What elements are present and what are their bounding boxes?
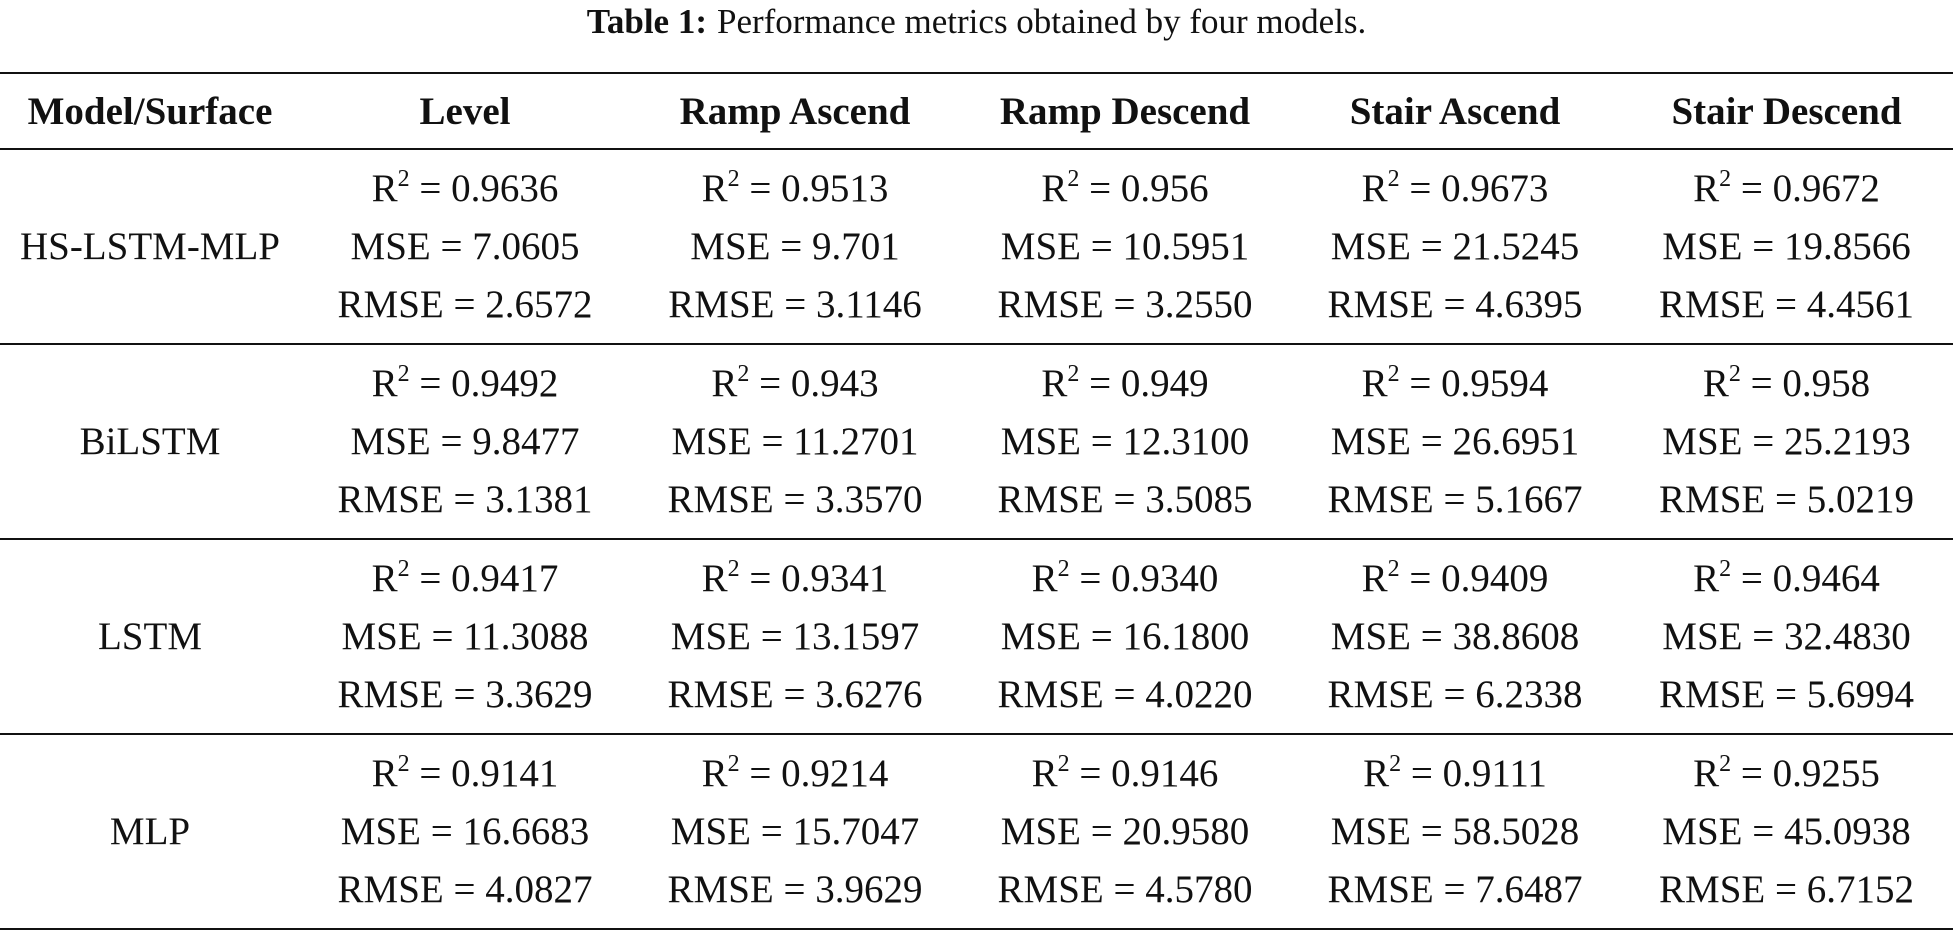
metric-cell [1620, 344, 1953, 539]
rmse-value: RMSE = 3.3570 [667, 477, 923, 521]
r2-value: = 0.9594 [1409, 361, 1549, 405]
r2-line: $R^2 = 0.9214$ [701, 750, 889, 795]
table-caption-text: Performance metrics obtained by four models. [717, 2, 1367, 41]
r2-line: $R^2 = 0.9636$ [371, 165, 559, 210]
r2-value: = 0.9636 [419, 166, 559, 210]
metric-cell [630, 149, 960, 344]
rmse-value: RMSE = 3.1146 [668, 282, 922, 326]
header-model-surface: Model/Surface [27, 89, 273, 133]
mse-value: MSE = 25.2193 [1662, 419, 1911, 463]
metric-cell [1290, 344, 1620, 539]
r2-value: = 0.9340 [1079, 556, 1219, 600]
rmse-value: RMSE = 4.6395 [1327, 282, 1583, 326]
rmse-value: RMSE = 4.4561 [1659, 282, 1914, 326]
performance-metrics-table [0, 72, 1953, 930]
mse-value: MSE = 15.7047 [670, 809, 920, 853]
table-row [0, 149, 1953, 344]
r2-line: $R^2 = 0.9341$ [701, 555, 889, 600]
rmse-value: RMSE = 4.5780 [997, 867, 1253, 911]
r2-line: $R^2 = 0.9340$ [1031, 555, 1219, 600]
mse-value: MSE = 20.9580 [1000, 809, 1250, 853]
r2-value: = 0.9214 [749, 751, 889, 795]
metric-cell [1620, 539, 1953, 734]
mse-value: MSE = 13.1597 [670, 614, 920, 658]
r2-value: = 0.949 [1089, 361, 1209, 405]
r2-value: = 0.9255 [1740, 751, 1880, 795]
r2-line: $R^2 = 0.9146$ [1031, 750, 1219, 795]
r2-value: = 0.9141 [419, 751, 559, 795]
mse-value: MSE = 9.8477 [350, 419, 580, 463]
metric-cell [960, 344, 1290, 539]
model-name-cell: BiLSTM [79, 420, 221, 463]
r2-value: = 0.9417 [419, 556, 559, 600]
r2-value: = 0.958 [1750, 361, 1871, 405]
table-caption [0, 0, 1953, 48]
mse-value: MSE = 58.5028 [1330, 809, 1580, 853]
r2-line: $R^2 = 0.9255$ [1693, 750, 1880, 795]
r2-value: = 0.9464 [1740, 556, 1880, 600]
metric-cell [1620, 149, 1953, 344]
rmse-value: RMSE = 3.3629 [337, 672, 593, 716]
header-level: Level [419, 89, 511, 133]
r2-line: $R^2 = 0.9141$ [371, 750, 559, 795]
mse-value: MSE = 32.4830 [1662, 614, 1911, 658]
mse-value: MSE = 7.0605 [350, 224, 580, 268]
r2-value: = 0.956 [1089, 166, 1209, 210]
header-ramp-descend: Ramp Descend [999, 89, 1251, 133]
metric-cell [960, 539, 1290, 734]
metric-cell [960, 149, 1290, 344]
header-ramp-ascend: Ramp Ascend [679, 89, 911, 133]
mse-value: MSE = 21.5245 [1330, 224, 1580, 268]
rmse-value: RMSE = 5.0219 [1659, 477, 1914, 521]
r2-value: = 0.9146 [1079, 751, 1219, 795]
r2-value: = 0.9513 [749, 166, 889, 210]
mse-value: MSE = 11.2701 [671, 419, 919, 463]
metric-cell [300, 734, 630, 929]
rmse-value: RMSE = 2.6572 [337, 282, 593, 326]
rmse-value: RMSE = 6.7152 [1659, 867, 1914, 911]
rmse-value: RMSE = 7.6487 [1327, 867, 1583, 911]
r2-value: = 0.9673 [1409, 166, 1549, 210]
r2-line: $R^2 = 0.9492$ [371, 360, 559, 405]
metric-cell [300, 149, 630, 344]
metric-cell [1290, 149, 1620, 344]
mse-value: MSE = 26.6951 [1330, 419, 1580, 463]
r2-line: $R^2 = 0.9594$ [1361, 360, 1549, 405]
metric-cell [630, 539, 960, 734]
rmse-value: RMSE = 4.0827 [337, 867, 593, 911]
r2-value: = 0.9341 [749, 556, 889, 600]
table-row [0, 539, 1953, 734]
rmse-value: RMSE = 3.2550 [997, 282, 1253, 326]
rmse-value: RMSE = 5.1667 [1327, 477, 1583, 521]
rmse-value: RMSE = 5.6994 [1659, 672, 1914, 716]
header-stair-ascend: Stair Ascend [1349, 89, 1561, 133]
metric-cell [300, 539, 630, 734]
r2-value: = 0.9111 [1410, 751, 1547, 795]
mse-value: MSE = 10.5951 [1000, 224, 1250, 268]
r2-line: $R^2 = 0.9417$ [371, 555, 559, 600]
mse-value: MSE = 45.0938 [1662, 809, 1911, 853]
model-name-cell: MLP [109, 810, 191, 853]
rmse-value: RMSE = 3.9629 [667, 867, 923, 911]
r2-value: = 0.943 [759, 361, 879, 405]
rmse-value: RMSE = 6.2338 [1327, 672, 1583, 716]
metric-cell [1290, 734, 1620, 929]
r2-line: $R^2 = 0.9672$ [1693, 165, 1880, 210]
mse-value: MSE = 12.3100 [1000, 419, 1250, 463]
mse-value: MSE = 9.701 [690, 224, 900, 268]
metric-cell [960, 734, 1290, 929]
table-caption-label: Table 1: [586, 2, 707, 41]
metric-cell [1290, 539, 1620, 734]
metric-cell [1620, 734, 1953, 929]
r2-value: = 0.9492 [419, 361, 559, 405]
r2-line: $R^2 = 0.958$ [1702, 360, 1871, 405]
r2-line: $R^2 = 0.9111$ [1363, 750, 1547, 795]
r2-line: $R^2 = 0.949$ [1041, 360, 1209, 405]
r2-value: = 0.9672 [1740, 166, 1880, 210]
mse-value: MSE = 38.8608 [1330, 614, 1580, 658]
r2-line: $R^2 = 0.943$ [711, 360, 879, 405]
mse-value: MSE = 16.1800 [1000, 614, 1250, 658]
rmse-value: RMSE = 3.1381 [337, 477, 593, 521]
r2-line: $R^2 = 0.9464$ [1693, 555, 1880, 600]
r2-line: $R^2 = 0.9409$ [1361, 555, 1549, 600]
rmse-value: RMSE = 3.6276 [667, 672, 923, 716]
model-name-cell: HS-LSTM-MLP [19, 225, 281, 268]
mse-value: MSE = 19.8566 [1662, 224, 1911, 268]
table-header-row [0, 73, 1953, 149]
metric-cell [630, 344, 960, 539]
r2-line: $R^2 = 0.956$ [1041, 165, 1209, 210]
metric-cell [630, 734, 960, 929]
r2-line: $R^2 = 0.9513$ [701, 165, 889, 210]
mse-value: MSE = 16.6683 [340, 809, 590, 853]
r2-line: $R^2 = 0.9673$ [1361, 165, 1549, 210]
table-row [0, 344, 1953, 539]
metric-cell [300, 344, 630, 539]
header-stair-descend: Stair Descend [1671, 89, 1902, 133]
rmse-value: RMSE = 3.5085 [997, 477, 1253, 521]
rmse-value: RMSE = 4.0220 [997, 672, 1253, 716]
table-row [0, 734, 1953, 929]
model-name-cell: LSTM [97, 615, 202, 658]
r2-value: = 0.9409 [1409, 556, 1549, 600]
mse-value: MSE = 11.3088 [341, 614, 589, 658]
